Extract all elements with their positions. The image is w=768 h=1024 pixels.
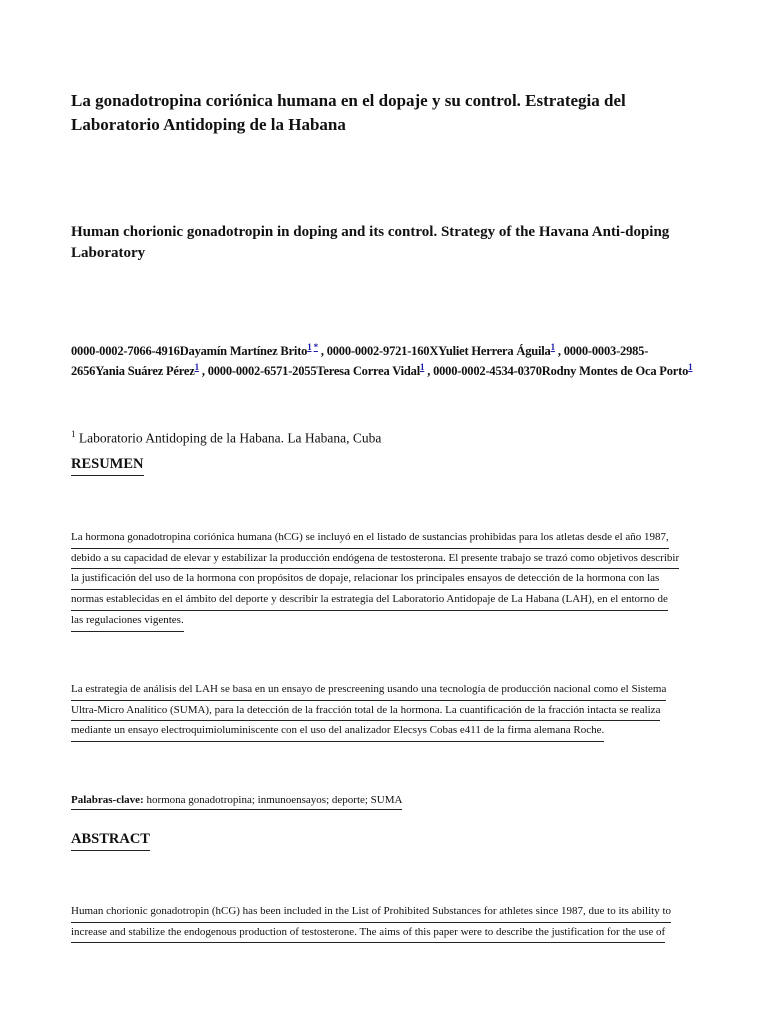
resumen-paragraph-1: [71, 528, 701, 632]
text-line: debido a su capacidad de elevar y estabilizar la producción endógena de testosterona. El presente trabajo se trazó como objetivos describir: [71, 549, 679, 570]
affiliation: [71, 424, 381, 449]
keywords-text: hormona gonadotropina; inmunoensayos; deporte; SUMA: [143, 794, 403, 806]
text-line: normas establecidas en el ámbito del deporte y describir la estrategia del Laboratorio Antidopaje de La Habana (LAH), en el entorno de: [71, 590, 668, 611]
author-4: 0000-0002-6571-2055Teresa Correa Vidal: [207, 364, 420, 378]
text-line: la justificación del uso de la hormona con propósitos de dopaje, relacionar los principales ensayos de detección de la hormona con las: [71, 569, 659, 590]
text-line: La hormona gonadotropina coriónica humana (hCG) se incluyó en el listado de sustancias prohibidas para los atletas desde el año 1987,: [71, 528, 669, 549]
author-4-affiliation-link[interactable]: 1: [419, 361, 425, 372]
author-3-affiliation-link[interactable]: 1: [194, 361, 199, 372]
text-line: las regulaciones vigentes.: [71, 611, 184, 632]
resumen-paragraph-2: [71, 680, 701, 742]
keywords: [71, 792, 402, 810]
affiliation-number: 1: [71, 429, 76, 439]
text-line: mediante un ensayo electroquimioluminiscente con el uso del analizador Elecsys Cobas e411 de la firma alemana Roche.: [71, 721, 604, 742]
article-title-english: Human chorionic gonadotropin in doping and its control. Strategy of the Havana Anti-doping Laboratory: [71, 224, 670, 261]
text-line: La estrategia de análisis del LAH se basa en un ensayo de prescreening usando una tecnología de producción nacional como el Sistema: [71, 680, 666, 701]
author-2: 0000-0002-9721-160XYuliet Herrera Águila: [326, 344, 551, 358]
abstract-heading: ABSTRACT: [71, 830, 150, 851]
affiliation-text: Laboratorio Antidoping de la Habana. La Habana, Cuba: [78, 430, 382, 446]
resumen-heading: RESUMEN: [71, 455, 144, 476]
text-line: increase and stabilize the endogenous production of testosterone. The aims of this paper were to describe the justification for the use of: [71, 923, 665, 944]
author-list: 0000-0002-7066-4916Dayamín Martínez Brito$^{1 *}$ , 0000-0002-9721-160XYuliet Herrera Águila$^1$ , 0000-0003-2985-2656Yania Suárez Pérez$^1$ , 0000-0002-6571-2055Teresa Correa Vidal$^1$ , 0000-0002-4534-0370Rodny Montes de Oca Porto$^1$: [71, 341, 693, 378]
article-title-spanish: La gonadotropina coriónica humana en el dopaje y su control. Estrategia del Laboratorio Antidoping de la Habana: [71, 91, 626, 134]
author-5-affiliation-link[interactable]: 1: [688, 361, 693, 372]
keywords-label: Palabras-clave:: [71, 794, 144, 806]
text-line: Human chorionic gonadotropin (hCG) has been included in the List of Prohibited Substances for athletes since 1987, due to its ability to: [71, 902, 671, 923]
text-line: Ultra-Micro Analítico (SUMA), para la detección de la fracción total de la hormona. La cuantificación de la fracción intacta se realiza: [71, 701, 660, 722]
abstract-paragraph: [71, 902, 701, 943]
author-5: 0000-0002-4534-0370Rodny Montes de Oca Porto: [433, 364, 689, 378]
author-2-affiliation-link[interactable]: 1: [550, 341, 555, 352]
author-3: 0000-0003-2985-2656Yania Suárez Pérez: [71, 344, 649, 378]
author-1-affiliation-link[interactable]: 1: [307, 341, 312, 352]
corresponding-author-link[interactable]: *: [313, 341, 318, 352]
author-1: 0000-0002-7066-4916Dayamín Martínez Brito: [71, 344, 308, 358]
